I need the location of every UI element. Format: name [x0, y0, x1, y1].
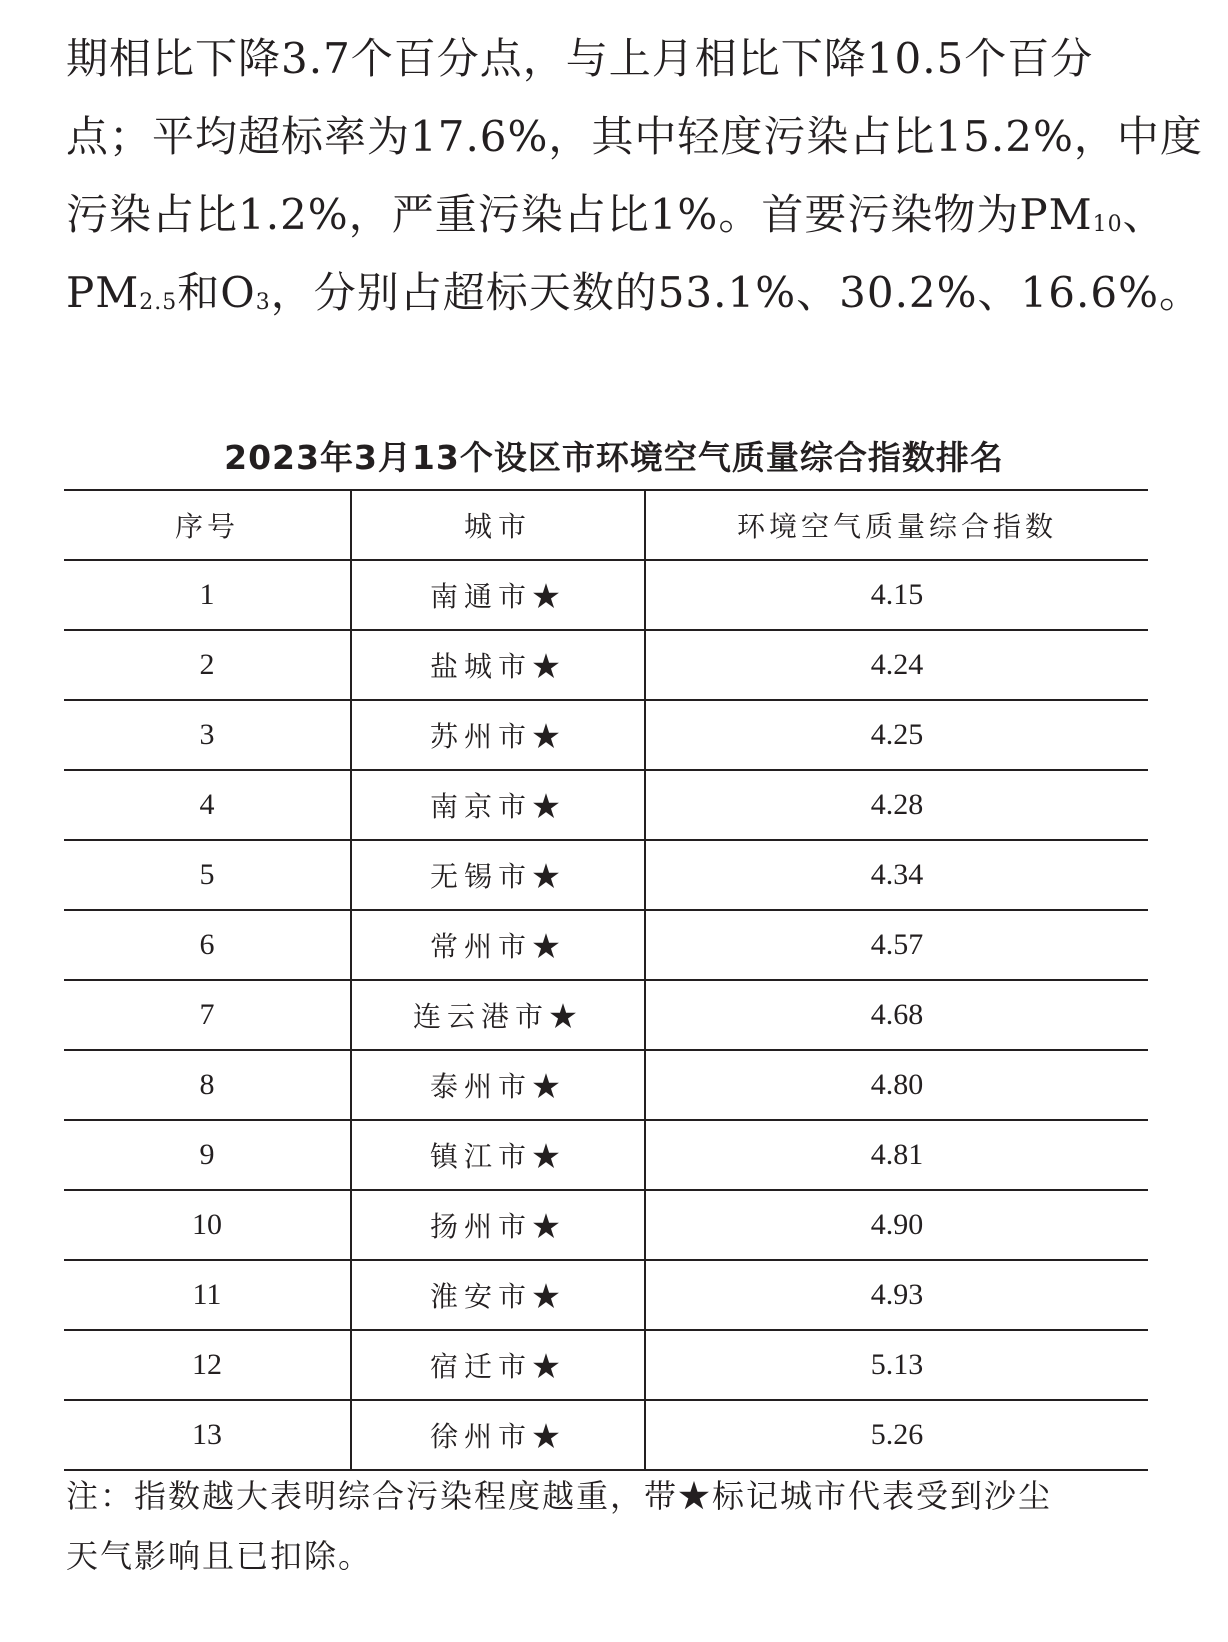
subscript: 2.5 [139, 290, 178, 315]
table-body [64, 560, 1148, 1470]
table-caption: 2023年3月13个设区市环境空气质量综合指数排名 [224, 438, 1004, 477]
index-cell: 5.13 [645, 1330, 1148, 1400]
city-cell: 淮安市★ [351, 1260, 645, 1330]
rank-cell: 12 [64, 1330, 351, 1400]
index-cell: 4.90 [645, 1190, 1148, 1260]
body-paragraph [66, 20, 1203, 332]
city-cell: 苏州市★ [351, 700, 645, 770]
paragraph-text: 和O [177, 268, 256, 317]
rank-cell: 3 [64, 700, 351, 770]
rank-cell: 13 [64, 1400, 351, 1470]
table-row [64, 910, 1148, 980]
index-cell: 4.81 [645, 1120, 1148, 1190]
rank-cell: 6 [64, 910, 351, 980]
header-city: 城市 [351, 490, 645, 560]
table-row [64, 980, 1148, 1050]
table-row [64, 1050, 1148, 1120]
index-cell: 4.15 [645, 560, 1148, 630]
table-row [64, 1120, 1148, 1190]
table-header-row [64, 490, 1148, 560]
paragraph-text: PM [66, 268, 140, 317]
rank-cell: 2 [64, 630, 351, 700]
rank-cell: 8 [64, 1050, 351, 1120]
city-cell: 常州市★ [351, 910, 645, 980]
city-cell: 泰州市★ [351, 1050, 645, 1120]
paragraph-line: 期相比下降3.7个百分点，与上月相比下降10.5个百分 [66, 34, 1094, 83]
rank-cell: 4 [64, 770, 351, 840]
index-cell: 4.57 [645, 910, 1148, 980]
table-row [64, 840, 1148, 910]
header-index: 环境空气质量综合指数 [645, 490, 1148, 560]
city-cell: 扬州市★ [351, 1190, 645, 1260]
index-cell: 4.34 [645, 840, 1148, 910]
index-cell: 4.24 [645, 630, 1148, 700]
table-note [66, 1466, 1166, 1586]
subscript: 10 [1092, 212, 1123, 237]
city-cell: 无锡市★ [351, 840, 645, 910]
city-cell: 镇江市★ [351, 1120, 645, 1190]
subscript: 3 [255, 290, 271, 315]
note-line: 天气影响且已扣除。 [66, 1537, 373, 1575]
paragraph-text: 污染占比1.2%，严重污染占比1%。首要污染物为PM [66, 190, 1093, 239]
ranking-table [64, 489, 1148, 1471]
table-row [64, 630, 1148, 700]
city-cell: 徐州市★ [351, 1400, 645, 1470]
table-row [64, 1400, 1148, 1470]
index-cell: 4.28 [645, 770, 1148, 840]
city-cell: 宿迁市★ [351, 1330, 645, 1400]
paragraph-line [66, 254, 1202, 332]
paragraph-line [66, 176, 1176, 254]
index-cell: 4.68 [645, 980, 1148, 1050]
index-cell: 4.80 [645, 1050, 1148, 1120]
header-rank: 序号 [64, 490, 351, 560]
table-row [64, 1190, 1148, 1260]
rank-cell: 7 [64, 980, 351, 1050]
table-row [64, 770, 1148, 840]
index-cell: 4.93 [645, 1260, 1148, 1330]
paragraph-text: ，分别占超标天数的53.1%、30.2%、16.6%。 [270, 268, 1202, 317]
rank-cell: 5 [64, 840, 351, 910]
paragraph-text: 、 [1122, 190, 1166, 239]
rank-cell: 10 [64, 1190, 351, 1260]
table-row [64, 700, 1148, 770]
rank-cell: 9 [64, 1120, 351, 1190]
city-cell: 南通市★ [351, 560, 645, 630]
rank-cell: 1 [64, 560, 351, 630]
table-row [64, 1260, 1148, 1330]
note-line: 注：指数越大表明综合污染程度越重，带★标记城市代表受到沙尘 [66, 1477, 1053, 1515]
paragraph-line: 点；平均超标率为17.6%，其中轻度污染占比15.2%，中度 [66, 112, 1203, 161]
city-cell: 连云港市★ [351, 980, 645, 1050]
rank-cell: 11 [64, 1260, 351, 1330]
index-cell: 5.26 [645, 1400, 1148, 1470]
table-row [64, 560, 1148, 630]
table-row [64, 1330, 1148, 1400]
city-cell: 盐城市★ [351, 630, 645, 700]
index-cell: 4.25 [645, 700, 1148, 770]
city-cell: 南京市★ [351, 770, 645, 840]
